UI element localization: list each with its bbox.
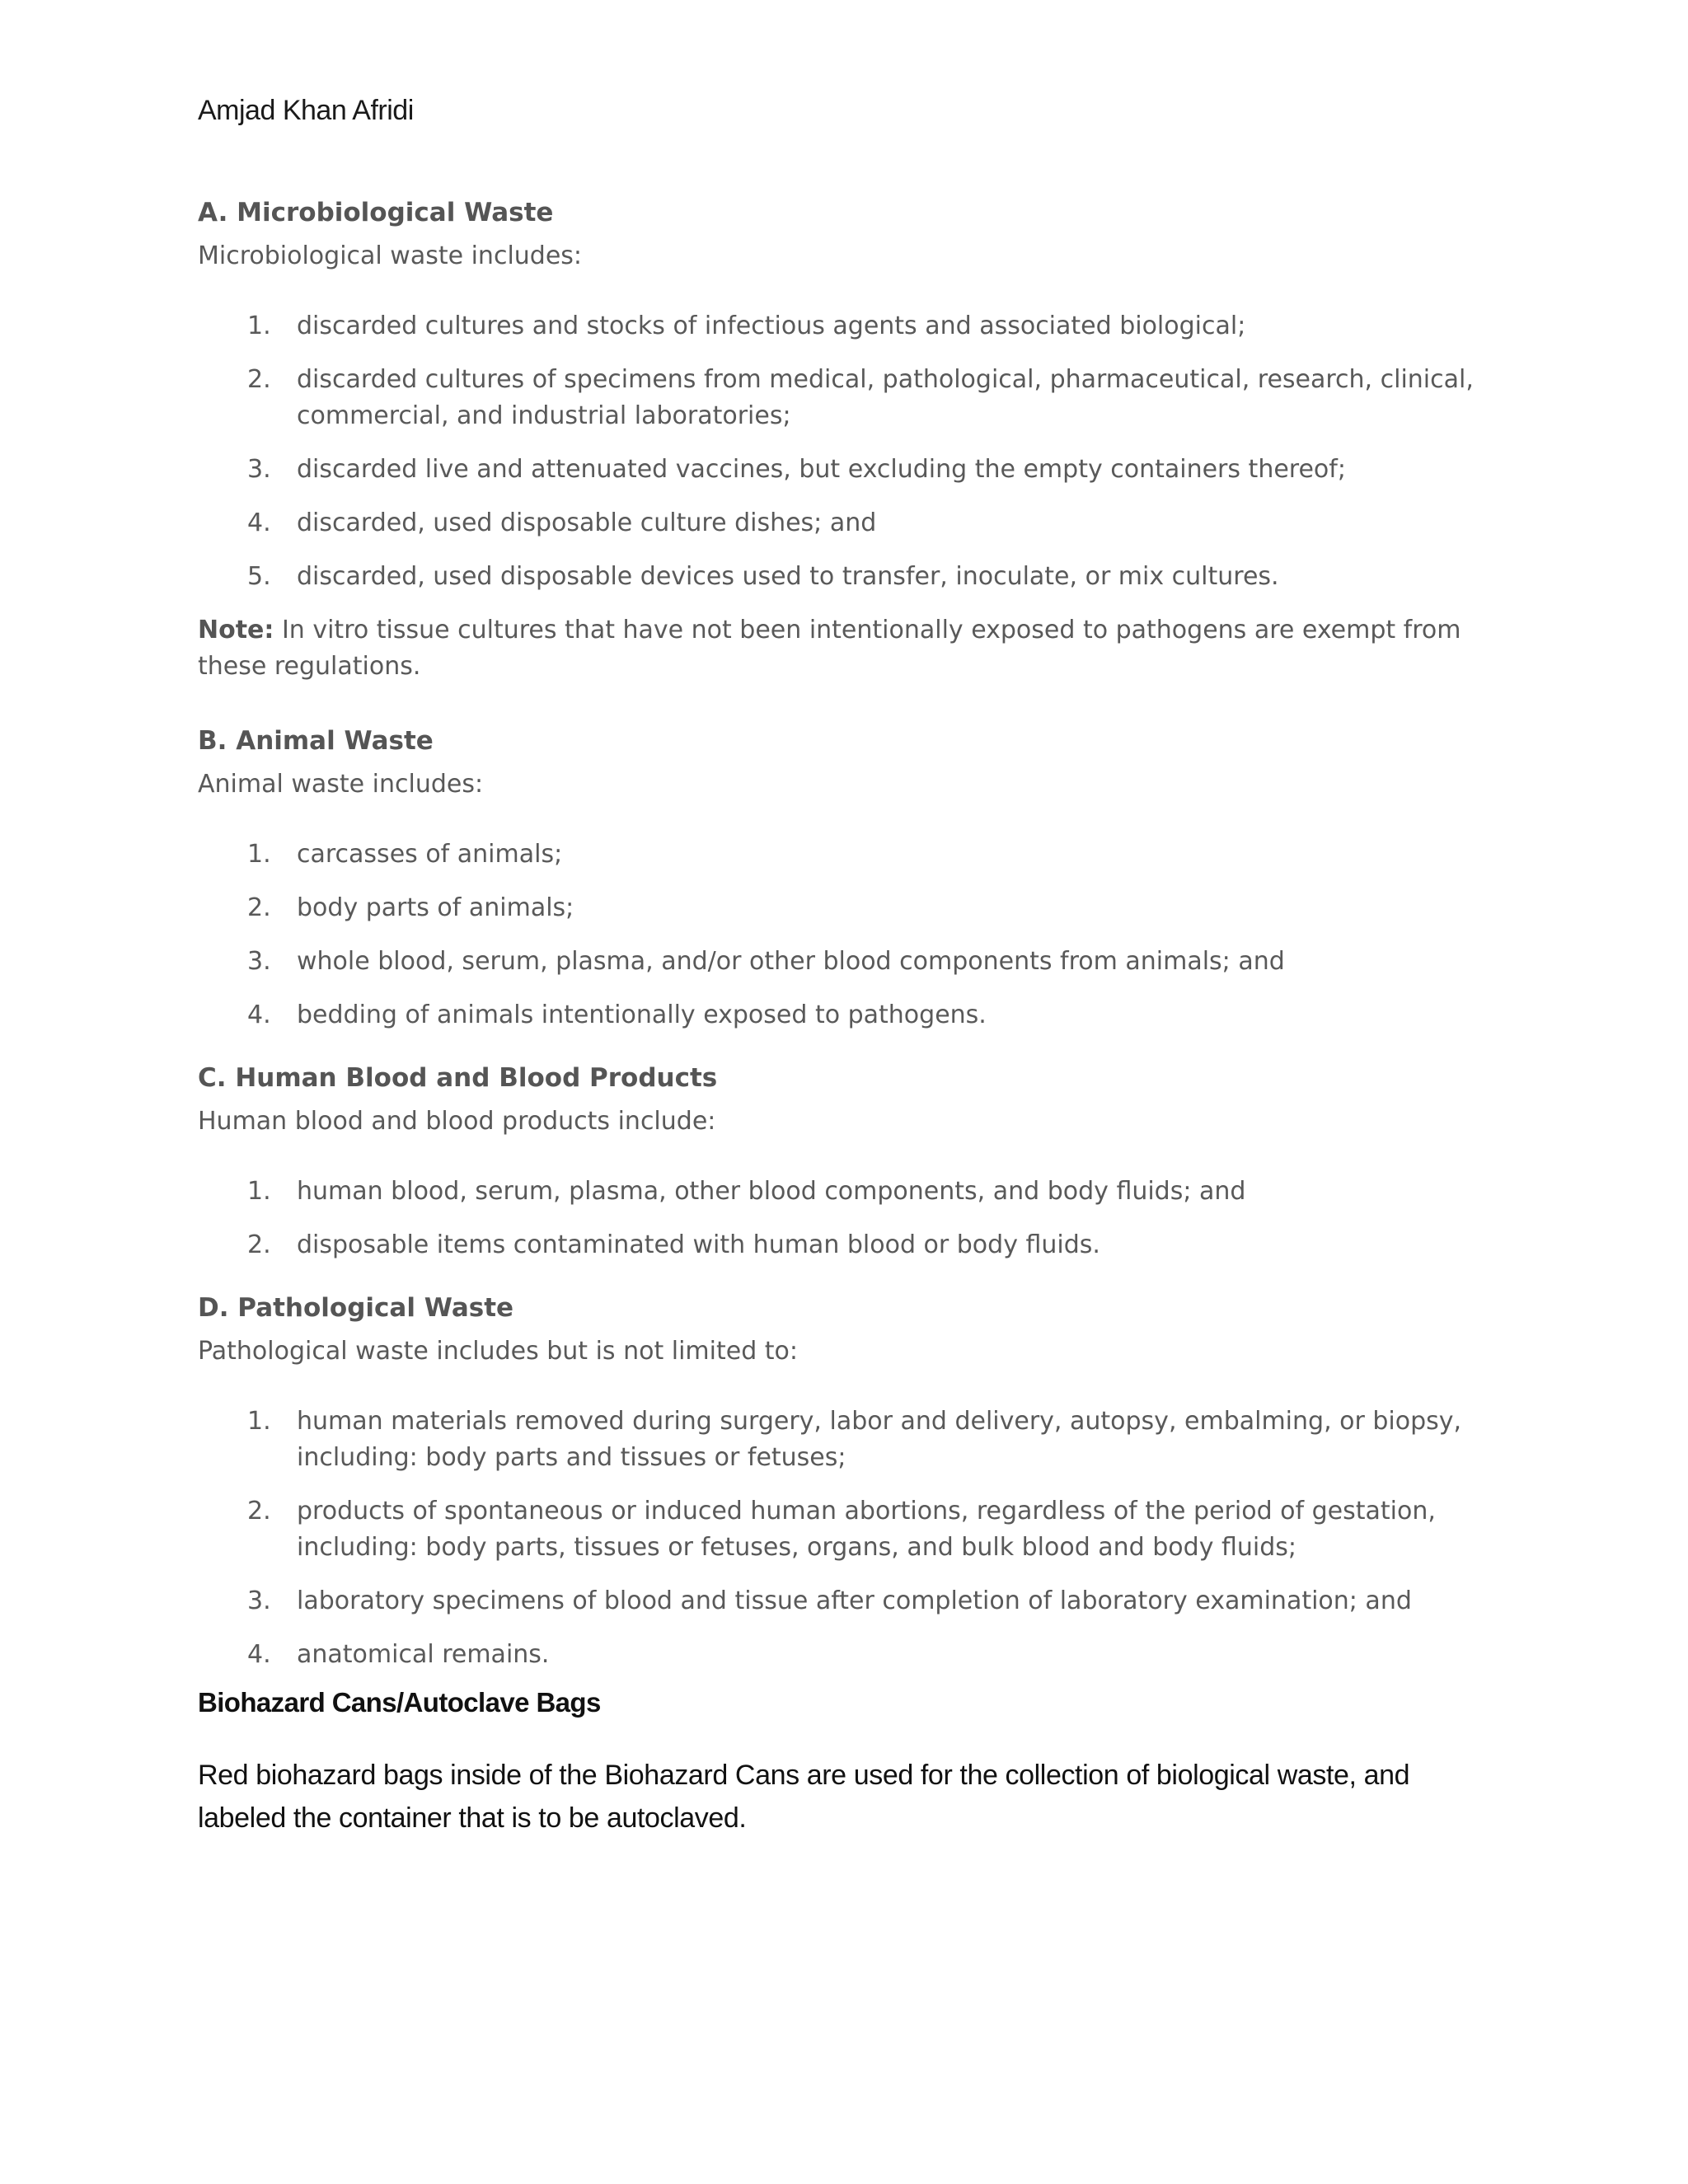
item-text: laboratory specimens of blood and tissue after completion of laboratory examination; and [297, 1586, 1412, 1615]
list-item [198, 1174, 1500, 1210]
section-heading: D. Pathological Waste [198, 1293, 514, 1323]
list-item [198, 944, 1500, 980]
author-name: Amjad Khan Afridi [198, 95, 414, 126]
section-human-blood [198, 1055, 1500, 1263]
list-item [198, 837, 1500, 873]
item-number: 1. [247, 840, 271, 869]
section-intro: Microbiological waste includes: [198, 241, 583, 270]
item-text: human materials removed during surgery, labor and delivery, autopsy, embalming, or biopsy, including: body parts and tissues or fetuses; [297, 1407, 1462, 1472]
item-number: 4. [247, 1640, 271, 1669]
item-text: human blood, serum, plasma, other blood components, and body fluids; and [297, 1177, 1246, 1206]
item-number: 1. [247, 1177, 271, 1206]
list-item [198, 1404, 1500, 1476]
list-item [198, 1637, 1500, 1673]
item-number: 2. [247, 1497, 271, 1526]
list-item [198, 1227, 1500, 1263]
section-heading: A. Microbiological Waste [198, 198, 554, 227]
item-number: 1. [247, 1407, 271, 1436]
item-number: 2. [247, 365, 271, 394]
item-text: discarded cultures of specimens from medical, pathological, pharmaceutical, research, clinical, commercial, and industrial laboratories; [297, 365, 1474, 430]
note-label: Note: [198, 616, 274, 644]
item-number: 1. [247, 312, 271, 340]
item-number: 3. [247, 455, 271, 484]
section-intro: Pathological waste includes but is not limited to: [198, 1337, 799, 1366]
item-text: discarded, used disposable culture dishes; and [297, 509, 877, 537]
list-item [198, 1493, 1500, 1566]
item-list [198, 837, 1500, 1033]
list-item [198, 1583, 1500, 1619]
biohazard-heading: Biohazard Cans/Autoclave Bags [198, 1687, 601, 1718]
item-text: disposable items contaminated with human blood or body fluids. [297, 1230, 1100, 1259]
note-text: In vitro tissue cultures that have not been intentionally exposed to pathogens are exempt from these regulations. [198, 616, 1461, 681]
list-item [198, 452, 1500, 488]
item-text: discarded live and attenuated vaccines, but excluding the empty containers thereof; [297, 455, 1346, 484]
item-number: 4. [247, 1001, 271, 1029]
list-item [198, 308, 1500, 344]
section-heading: B. Animal Waste [198, 726, 434, 756]
section-pathological-waste [198, 1285, 1500, 1673]
item-number: 2. [247, 893, 271, 922]
section-intro: Animal waste includes: [198, 770, 484, 799]
section-note [198, 612, 1500, 685]
item-text: discarded cultures and stocks of infectious agents and associated biological; [297, 312, 1246, 340]
item-text: body parts of animals; [297, 893, 574, 922]
item-list [198, 1174, 1500, 1263]
item-number: 3. [247, 1586, 271, 1615]
section-heading: C. Human Blood and Blood Products [198, 1063, 718, 1093]
document-content [198, 190, 1500, 1840]
item-list [198, 1404, 1500, 1673]
item-list [198, 308, 1500, 595]
section-intro: Human blood and blood products include: [198, 1107, 716, 1136]
biohazard-text: Red biohazard bags inside of the Biohazard Cans are used for the collection of biological waste, and labeled the container that is to be autoclaved. [198, 1760, 1410, 1834]
item-text: anatomical remains. [297, 1640, 550, 1669]
section-microbiological-waste [198, 190, 1500, 685]
item-text: products of spontaneous or induced human abortions, regardless of the period of gestation, including: body parts, tissues or fetuses, organs, and bulk blood and body fluids; [297, 1497, 1436, 1562]
item-text: discarded, used disposable devices used to transfer, inoculate, or mix cultures. [297, 562, 1279, 591]
item-text: whole blood, serum, plasma, and/or other blood components from animals; and [297, 947, 1285, 976]
item-number: 5. [247, 562, 271, 591]
list-item [198, 890, 1500, 926]
section-animal-waste [198, 718, 1500, 1033]
item-text: carcasses of animals; [297, 840, 563, 869]
item-number: 4. [247, 509, 271, 537]
item-number: 2. [247, 1230, 271, 1259]
item-text: bedding of animals intentionally exposed to pathogens. [297, 1001, 987, 1029]
list-item [198, 505, 1500, 541]
list-item [198, 559, 1500, 595]
list-item [198, 362, 1500, 434]
section-biohazard [198, 1683, 1500, 1840]
list-item [198, 997, 1500, 1033]
item-number: 3. [247, 947, 271, 976]
